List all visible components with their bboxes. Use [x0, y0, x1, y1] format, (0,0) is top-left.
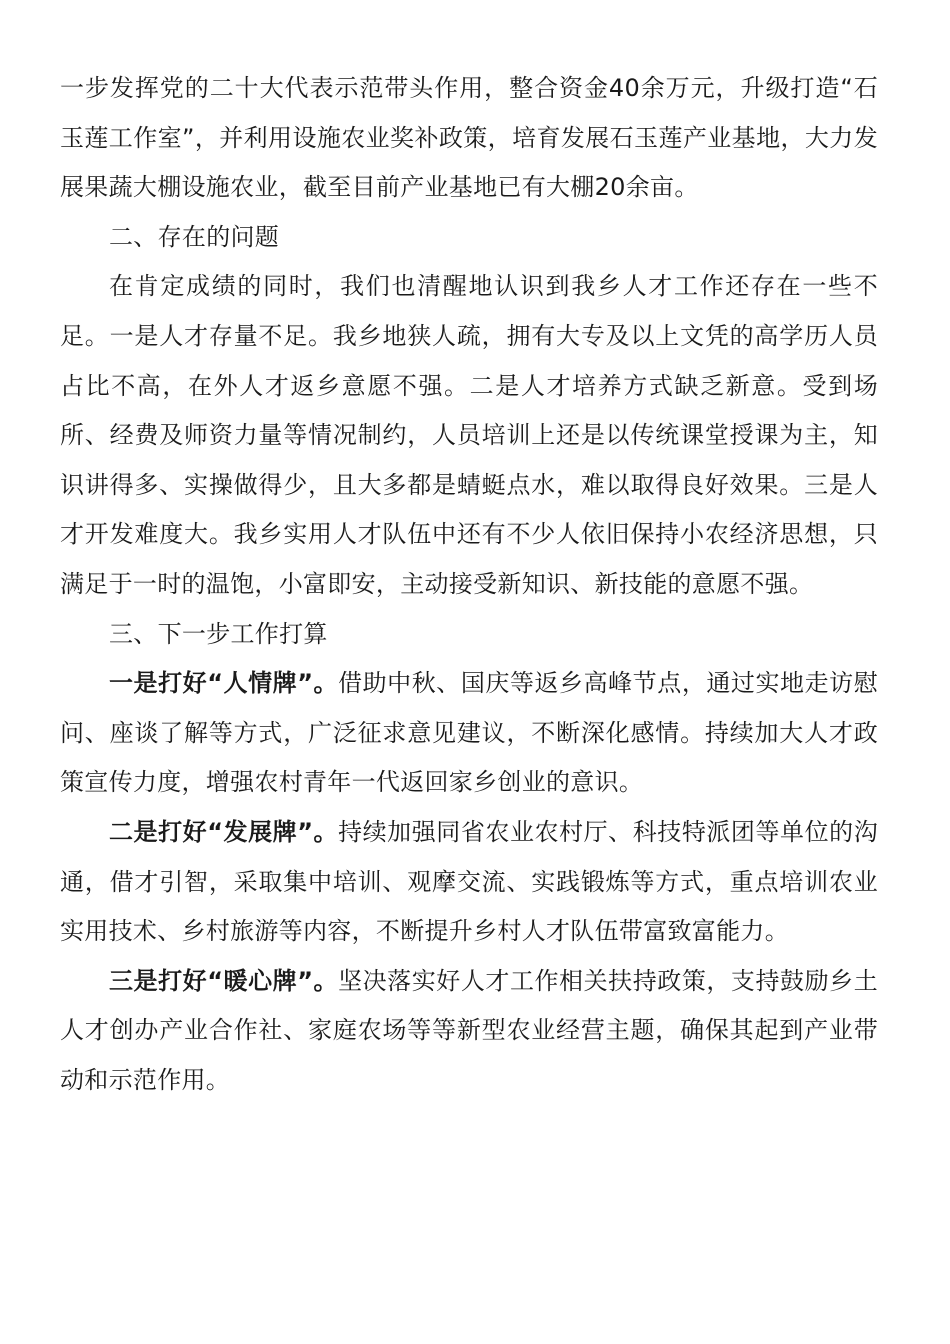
- paragraph-renqing-body: 借助中秋、国庆等返乡高峰节点，通过实地走访慰问、座谈了解等方式，广泛征求意见建议，不断深化感情。持续加大人才政策宣传力度，增强农村青年一代返回家乡创业的意识。: [60, 669, 878, 797]
- paragraph-renqing: [60, 659, 878, 808]
- paragraph-fazhan: [60, 808, 878, 957]
- paragraph-fazhan-lead: 二是打好“发展牌”。: [109, 817, 339, 846]
- section-heading-problems: 二、存在的问题: [109, 222, 280, 251]
- paragraph-renqing-lead: 一是打好“人情牌”。: [109, 669, 339, 698]
- paragraph-nuanxin-body: 坚决落实好人才工作相关扶持政策，支持鼓励乡土人才创办产业合作社、家庭农场等等新型农业经营主题，确保其起到产业带动和示范作用。: [60, 966, 878, 1094]
- paragraph-fazhan-body: 持续加强同省农业农村厅、科技特派团等单位的沟通，借才引智，采取集中培训、观摩交流、实践锻炼等方式，重点培训农业实用技术、乡村旅游等内容，不断提升乡村人才队伍带富致富能力。: [60, 817, 878, 946]
- paragraph-continuation: 一步发挥党的二十大代表示范带头作用，整合资金40余万元，升级打造“石玉莲工作室”，并利用设施农业奖补政策，培育发展石玉莲产业基地，大力发展果蔬大棚设施农业，截至目前产业基地已有大棚20余亩。: [60, 74, 878, 202]
- paragraph-nuanxin: [60, 957, 878, 1106]
- document-body: [60, 64, 878, 1105]
- section-heading-next-steps: 三、下一步工作打算: [109, 619, 328, 648]
- paragraph-problems: 在肯定成绩的同时，我们也清醒地认识到我乡人才工作还存在一些不足。一是人才存量不足。我乡地狭人疏，拥有大专及以上文凭的高学历人员占比不高，在外人才返乡意愿不强。二是人才培养方式缺乏新意。受到场所、经费及师资力量等情况制约，人员培训上还是以传统课堂授课为主，知识讲得多、实操做得少，且大多都是蜻蜓点水，难以取得良好效果。三是人才开发难度大。我乡实用人才队伍中还有不少人依旧保持小农经济思想，只满足于一时的温饱，小富即安，主动接受新知识、新技能的意愿不强。: [60, 272, 878, 598]
- paragraph-nuanxin-lead: 三是打好“暖心牌”。: [109, 966, 339, 995]
